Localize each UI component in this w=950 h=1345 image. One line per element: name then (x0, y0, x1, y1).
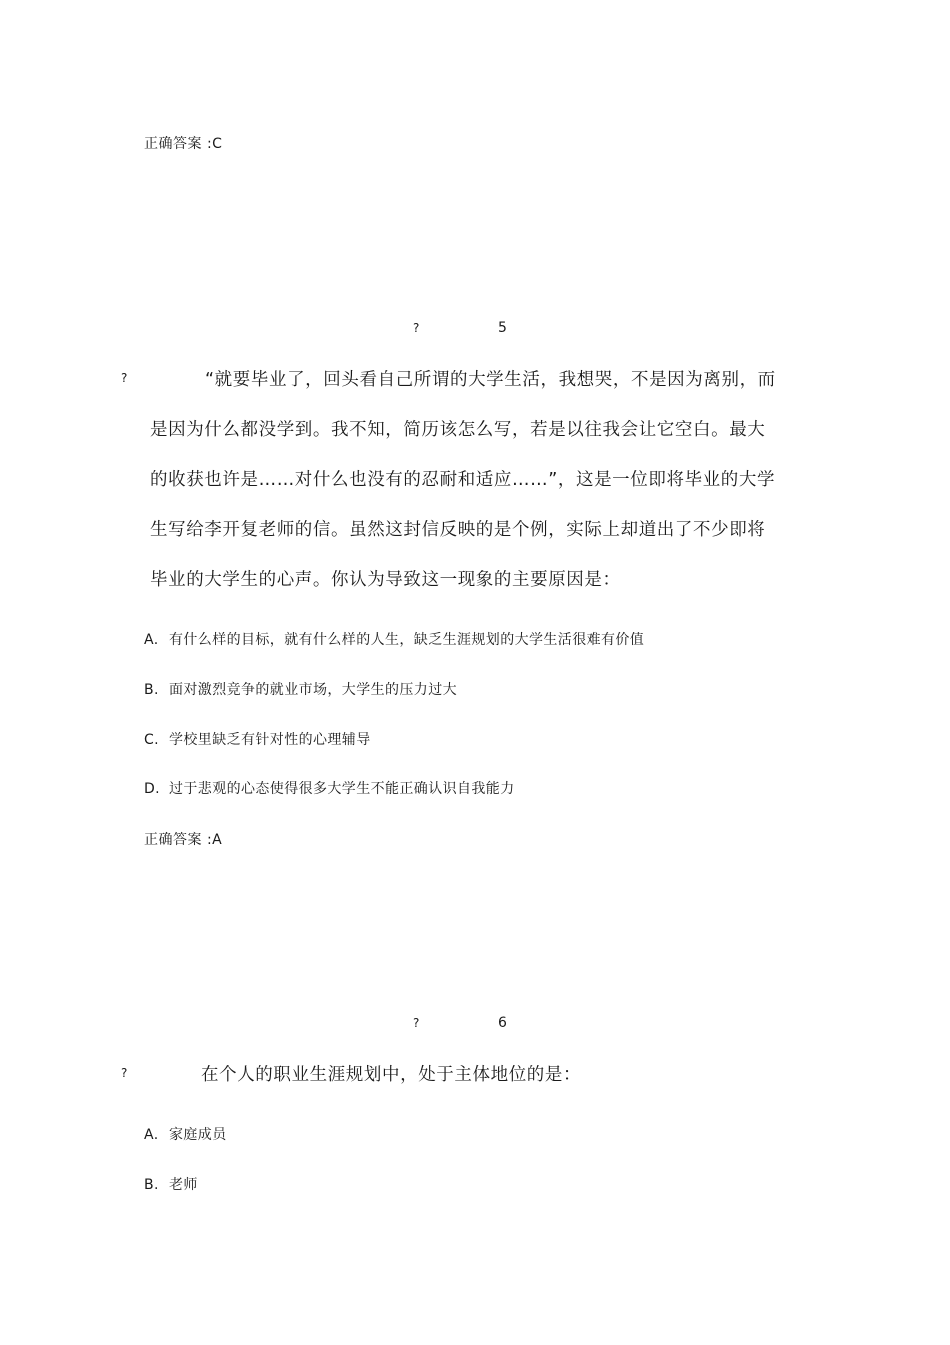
option-text: 学校里缺乏有针对性的心理辅导 (169, 732, 371, 748)
q6-option-b (144, 1174, 198, 1194)
q6-mark: ? (413, 1016, 420, 1030)
option-text: 过于悲观的心态使得很多大学生不能正确认识自我能力 (169, 781, 515, 797)
q5-option-b (144, 679, 457, 699)
answer-q4: 正确答案 :C (144, 136, 223, 152)
q5-line-4: 生写给李开复老师的信。虽然这封信反映的是个例，实际上却道出了不少即将 (150, 520, 766, 540)
q6-line-1: 在个人的职业生涯规划中，处于主体地位的是： (201, 1065, 582, 1085)
option-letter: C. (144, 732, 160, 748)
option-text: 面对激烈竞争的就业市场，大学生的压力过大 (169, 682, 457, 698)
q6-bullet: ? (121, 1066, 128, 1080)
q5-mark: ? (413, 321, 420, 335)
q5-number: 5 (498, 320, 507, 336)
option-text: 有什么样的目标，就有什么样的人生，缺乏生涯规划的大学生活很难有价值 (169, 632, 645, 648)
q5-option-c (144, 729, 371, 749)
q5-line-3: 的收获也许是……对什么也没有的忍耐和适应……”，这是一位即将毕业的大学 (150, 470, 776, 490)
answer-q5: 正确答案 :A (144, 832, 223, 848)
option-letter: D. (144, 781, 161, 797)
q5-line-2: 是因为什么都没学到。我不知，简历该怎么写，若是以往我会让它空白。最大 (150, 420, 766, 440)
option-text: 老师 (169, 1177, 198, 1193)
q5-option-a (144, 629, 644, 649)
q5-bullet: ? (121, 371, 128, 385)
q5-line-1: “就要毕业了，回头看自己所谓的大学生活，我想哭，不是因为离别，而 (205, 370, 776, 390)
q6-option-a (144, 1124, 227, 1144)
option-letter: A. (144, 632, 159, 648)
option-letter: A. (144, 1127, 159, 1143)
q6-number: 6 (498, 1015, 507, 1031)
option-text: 家庭成员 (169, 1127, 227, 1143)
q5-line-5: 毕业的大学生的心声。你认为导致这一现象的主要原因是： (150, 570, 621, 590)
option-letter: B. (144, 682, 159, 698)
option-letter: B. (144, 1177, 159, 1193)
q5-option-d (144, 778, 515, 798)
